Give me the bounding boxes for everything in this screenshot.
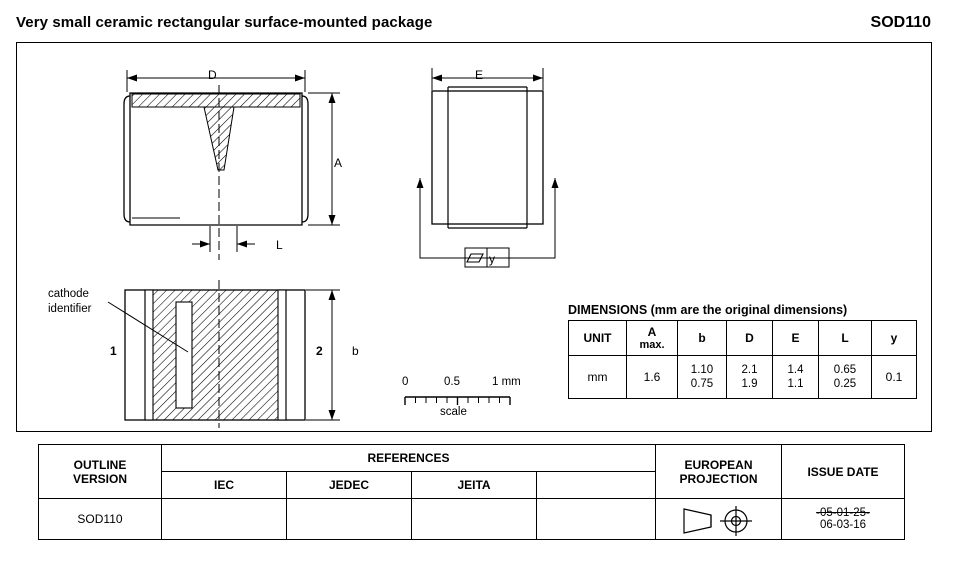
refs-header-row-1	[39, 445, 905, 472]
iec-header: IEC	[162, 472, 287, 499]
extra-value	[537, 499, 656, 540]
european-projection-symbol-cell	[656, 499, 782, 540]
dimension-label-b: b	[352, 344, 359, 358]
scale-caption: scale	[440, 406, 467, 418]
dim-val-d-max: 2.1	[741, 363, 758, 376]
outline-version-header-line2: VERSION	[72, 471, 127, 486]
projection-symbol-icon	[664, 502, 774, 536]
dimension-label-D: D	[208, 68, 217, 82]
scale-ruler	[400, 372, 525, 418]
outline-version-value: SOD110	[39, 499, 162, 540]
dimensions-header-row	[569, 321, 917, 356]
dim-val-b	[678, 356, 727, 399]
jeita-header: JEITA	[412, 472, 537, 499]
dimension-label-L: L	[276, 238, 283, 252]
dim-val-d-min: 1.9	[741, 378, 758, 390]
package-code: SOD110	[870, 14, 931, 31]
dim-col-e: E	[773, 321, 819, 356]
iec-value	[162, 499, 287, 540]
end-view-drawing	[410, 58, 640, 288]
issue-date-value	[782, 499, 905, 540]
scale-tick-0: 0	[402, 376, 409, 388]
dim-val-b-max: 1.10	[690, 363, 714, 376]
european-projection-header-line2: PROJECTION	[679, 471, 758, 486]
cathode-identifier-label-line1: cathode	[48, 288, 89, 300]
dim-val-unit: mm	[569, 356, 627, 399]
cathode-identifier-label-line2: identifier	[48, 303, 92, 315]
dim-col-b: b	[678, 321, 727, 356]
dim-val-b-min: 0.75	[690, 378, 714, 390]
dim-col-d: D	[727, 321, 773, 356]
dim-val-l	[819, 356, 872, 399]
pin-2-label: 2	[316, 344, 323, 358]
dim-col-a-sub: max.	[639, 339, 665, 351]
issue-date-old: -05-01-25-	[816, 507, 870, 519]
dim-val-e-max: 1.4	[787, 363, 804, 376]
dim-val-d	[727, 356, 773, 399]
jedec-header: JEDEC	[287, 472, 412, 499]
jedec-value	[287, 499, 412, 540]
dim-col-a	[627, 321, 678, 356]
dimensions-title: DIMENSIONS (mm are the original dimensions)	[568, 303, 848, 317]
dim-val-l-min: 0.25	[833, 378, 857, 390]
dim-val-y: 0.1	[872, 356, 917, 399]
dim-val-a: 1.6	[627, 356, 678, 399]
side-view-drawing	[100, 60, 430, 280]
scale-tick-half: 0.5	[444, 376, 460, 388]
dim-col-l: L	[819, 321, 872, 356]
jeita-value	[412, 499, 537, 540]
extra-header	[537, 472, 656, 499]
page-title: Very small ceramic rectangular surface-mounted package	[16, 14, 433, 31]
tolerance-label-y: y	[489, 252, 495, 266]
dim-col-a-main: A	[647, 325, 657, 339]
dim-col-y: y	[872, 321, 917, 356]
european-projection-header-line1: EUROPEAN	[684, 457, 753, 472]
references-table	[38, 444, 905, 540]
pin-1-label: 1	[110, 344, 117, 358]
dimensions-table	[568, 320, 917, 399]
dimension-label-E: E	[475, 68, 484, 82]
outline-version-header	[39, 445, 162, 499]
scale-tick-1mm: 1 mm	[492, 376, 521, 388]
issue-date-new: 06-03-16	[819, 519, 867, 531]
dimension-label-A: A	[334, 156, 343, 170]
dim-val-l-max: 0.65	[833, 363, 857, 376]
references-header: REFERENCES	[162, 445, 656, 472]
european-projection-header	[656, 445, 782, 499]
dim-col-unit: UNIT	[569, 321, 627, 356]
refs-data-row	[39, 499, 905, 540]
top-view-drawing	[100, 280, 430, 430]
dim-val-e	[773, 356, 819, 399]
issue-date-header: ISSUE DATE	[782, 445, 905, 499]
outline-version-header-line1: OUTLINE	[73, 457, 127, 472]
dimensions-data-row	[569, 356, 917, 399]
dim-val-e-min: 1.1	[787, 378, 804, 390]
